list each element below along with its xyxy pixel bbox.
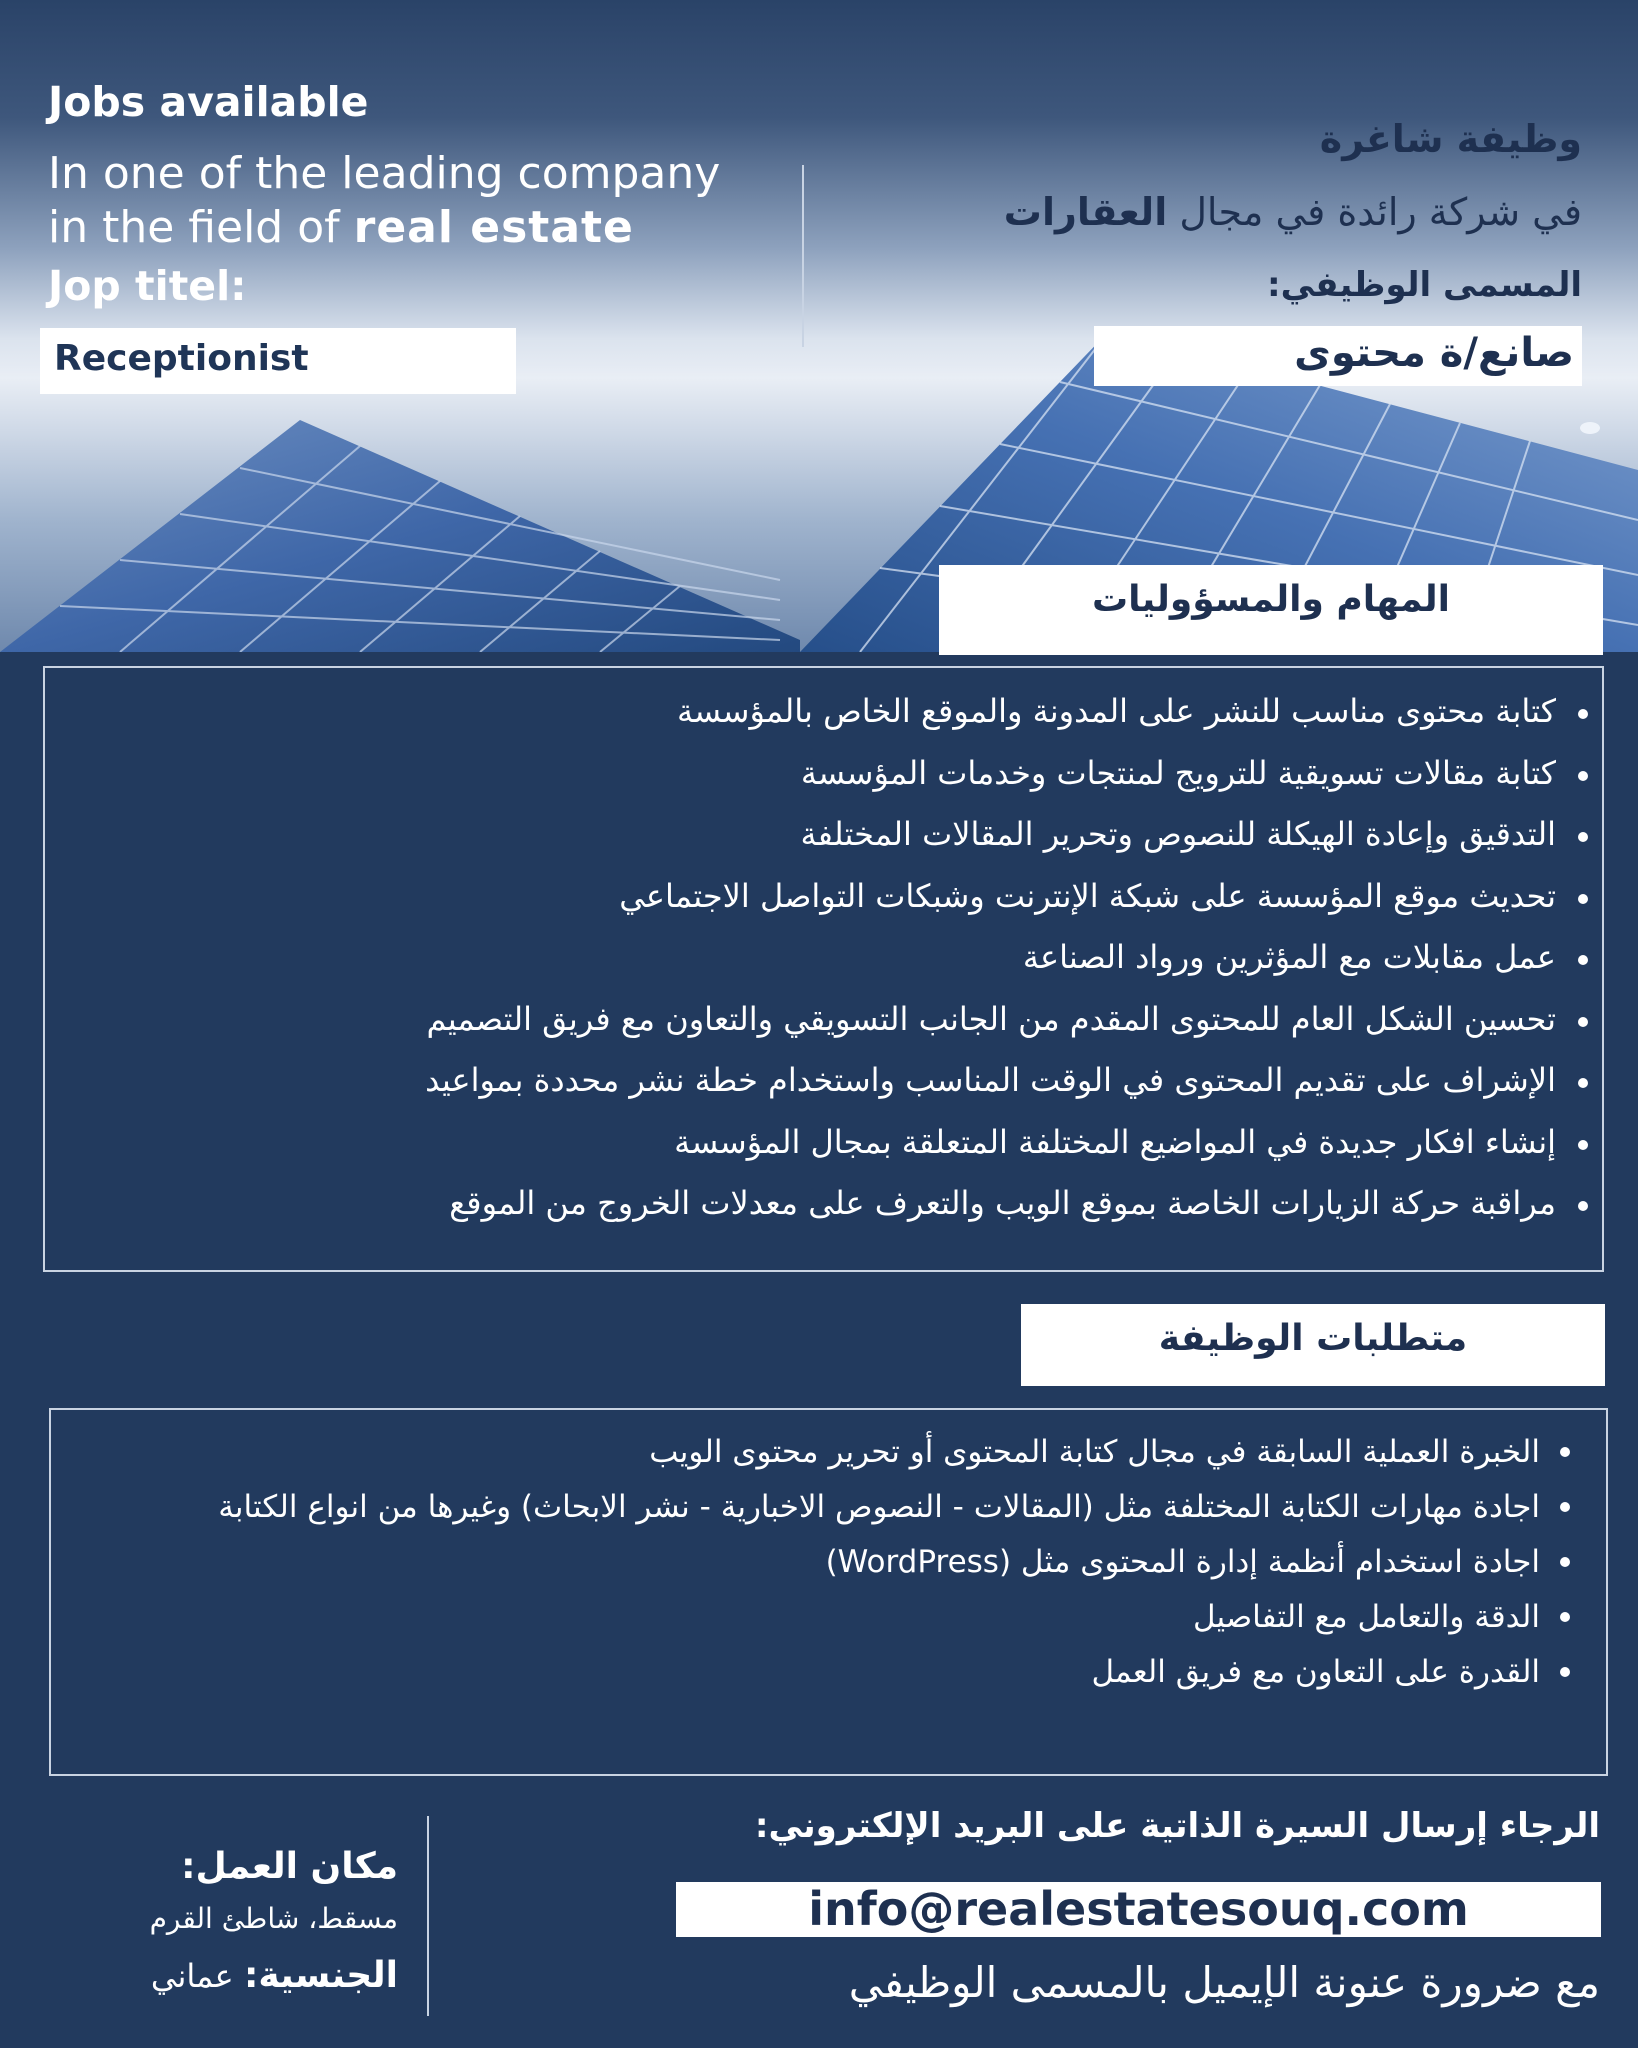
nationality-value: عماني [150, 1957, 244, 1995]
arabic-intro-line [1004, 190, 1582, 234]
list-item: تحسين الشكل العام للمحتوى المقدم من الجانب التسويقي والتعاون مع فريق التصميم [158, 995, 1558, 1057]
work-place-value: مسقط، شاطئ القرم [149, 1902, 398, 1935]
header-divider [802, 165, 804, 347]
arabic-intro-prefix: في شركة رائدة في مجال [1167, 190, 1582, 234]
arabic-title-label: المسمى الوظيفي: [1267, 265, 1582, 305]
list-item: عمل مقابلات مع المؤثرين ورواد الصناعة [158, 933, 1558, 995]
list-item: كتابة محتوى مناسب للنشر على المدونة والموقع الخاص بالمؤسسة [158, 687, 1558, 749]
requirements-list [140, 1425, 1540, 1700]
send-cv-instruction: الرجاء إرسال السيرة الذاتية على البريد الإلكتروني: [754, 1806, 1600, 1846]
list-item: مراقبة حركة الزيارات الخاصة بموقع الويب والتعرف على معدلات الخروج من الموقع [158, 1179, 1558, 1241]
english-intro-line1: In one of the leading company [48, 148, 721, 199]
arabic-intro-bold: العقارات [1003, 190, 1168, 234]
english-title-value: Receptionist [40, 328, 516, 394]
arabic-title-value: صانع/ة محتوى [1094, 326, 1582, 386]
arabic-heading: وظيفة شاغرة [1319, 117, 1582, 161]
english-intro-line2 [48, 202, 768, 253]
english-intro-prefix: in the field of [48, 202, 354, 253]
english-heading: Jobs available [48, 78, 369, 126]
email-subject-note: مع ضرورة عنونة الإيميل بالمسمى الوظيفي [848, 1958, 1600, 2007]
list-item: اجادة مهارات الكتابة المختلفة مثل (المقالات - النصوص الاخبارية - نشر الابحاث) وغيرها من انواع الكتابة [150, 1480, 1540, 1535]
list-item: الدقة والتعامل مع التفاصيل [140, 1590, 1540, 1645]
contact-email[interactable]: info@realestatesouq.com [676, 1882, 1601, 1937]
footer-divider [427, 1816, 429, 2016]
list-item: التدقيق وإعادة الهيكلة للنصوص وتحرير المقالات المختلفة [158, 810, 1558, 872]
responsibilities-list [158, 687, 1558, 1241]
responsibilities-title: المهام والمسؤوليات [939, 565, 1603, 655]
work-place-label: مكان العمل: [181, 1846, 398, 1887]
list-item: إنشاء افكار جديدة في المواضيع المختلفة المتعلقة بمجال المؤسسة [158, 1118, 1558, 1180]
english-intro-bold: real estate [353, 202, 634, 253]
requirements-title: متطلبات الوظيفة [1021, 1304, 1605, 1386]
nationality-label: الجنسية: [243, 1955, 398, 1996]
list-item: الإشراف على تقديم المحتوى في الوقت المناسب واستخدام خطة نشر محددة بمواعيد [158, 1056, 1558, 1118]
english-title-label: Jop titel: [48, 262, 247, 310]
list-item: كتابة مقالات تسويقية للترويج لمنتجات وخدمات المؤسسة [158, 749, 1558, 811]
list-item: تحديث موقع المؤسسة على شبكة الإنترنت وشبكات التواصل الاجتماعي [158, 872, 1558, 934]
list-item: الخبرة العملية السابقة في مجال كتابة المحتوى أو تحرير محتوى الويب [140, 1425, 1540, 1480]
list-item: اجادة استخدام أنظمة إدارة المحتوى مثل (WordPress) [140, 1535, 1540, 1590]
list-item: القدرة على التعاون مع فريق العمل [140, 1645, 1540, 1700]
nationality [151, 1955, 398, 1996]
